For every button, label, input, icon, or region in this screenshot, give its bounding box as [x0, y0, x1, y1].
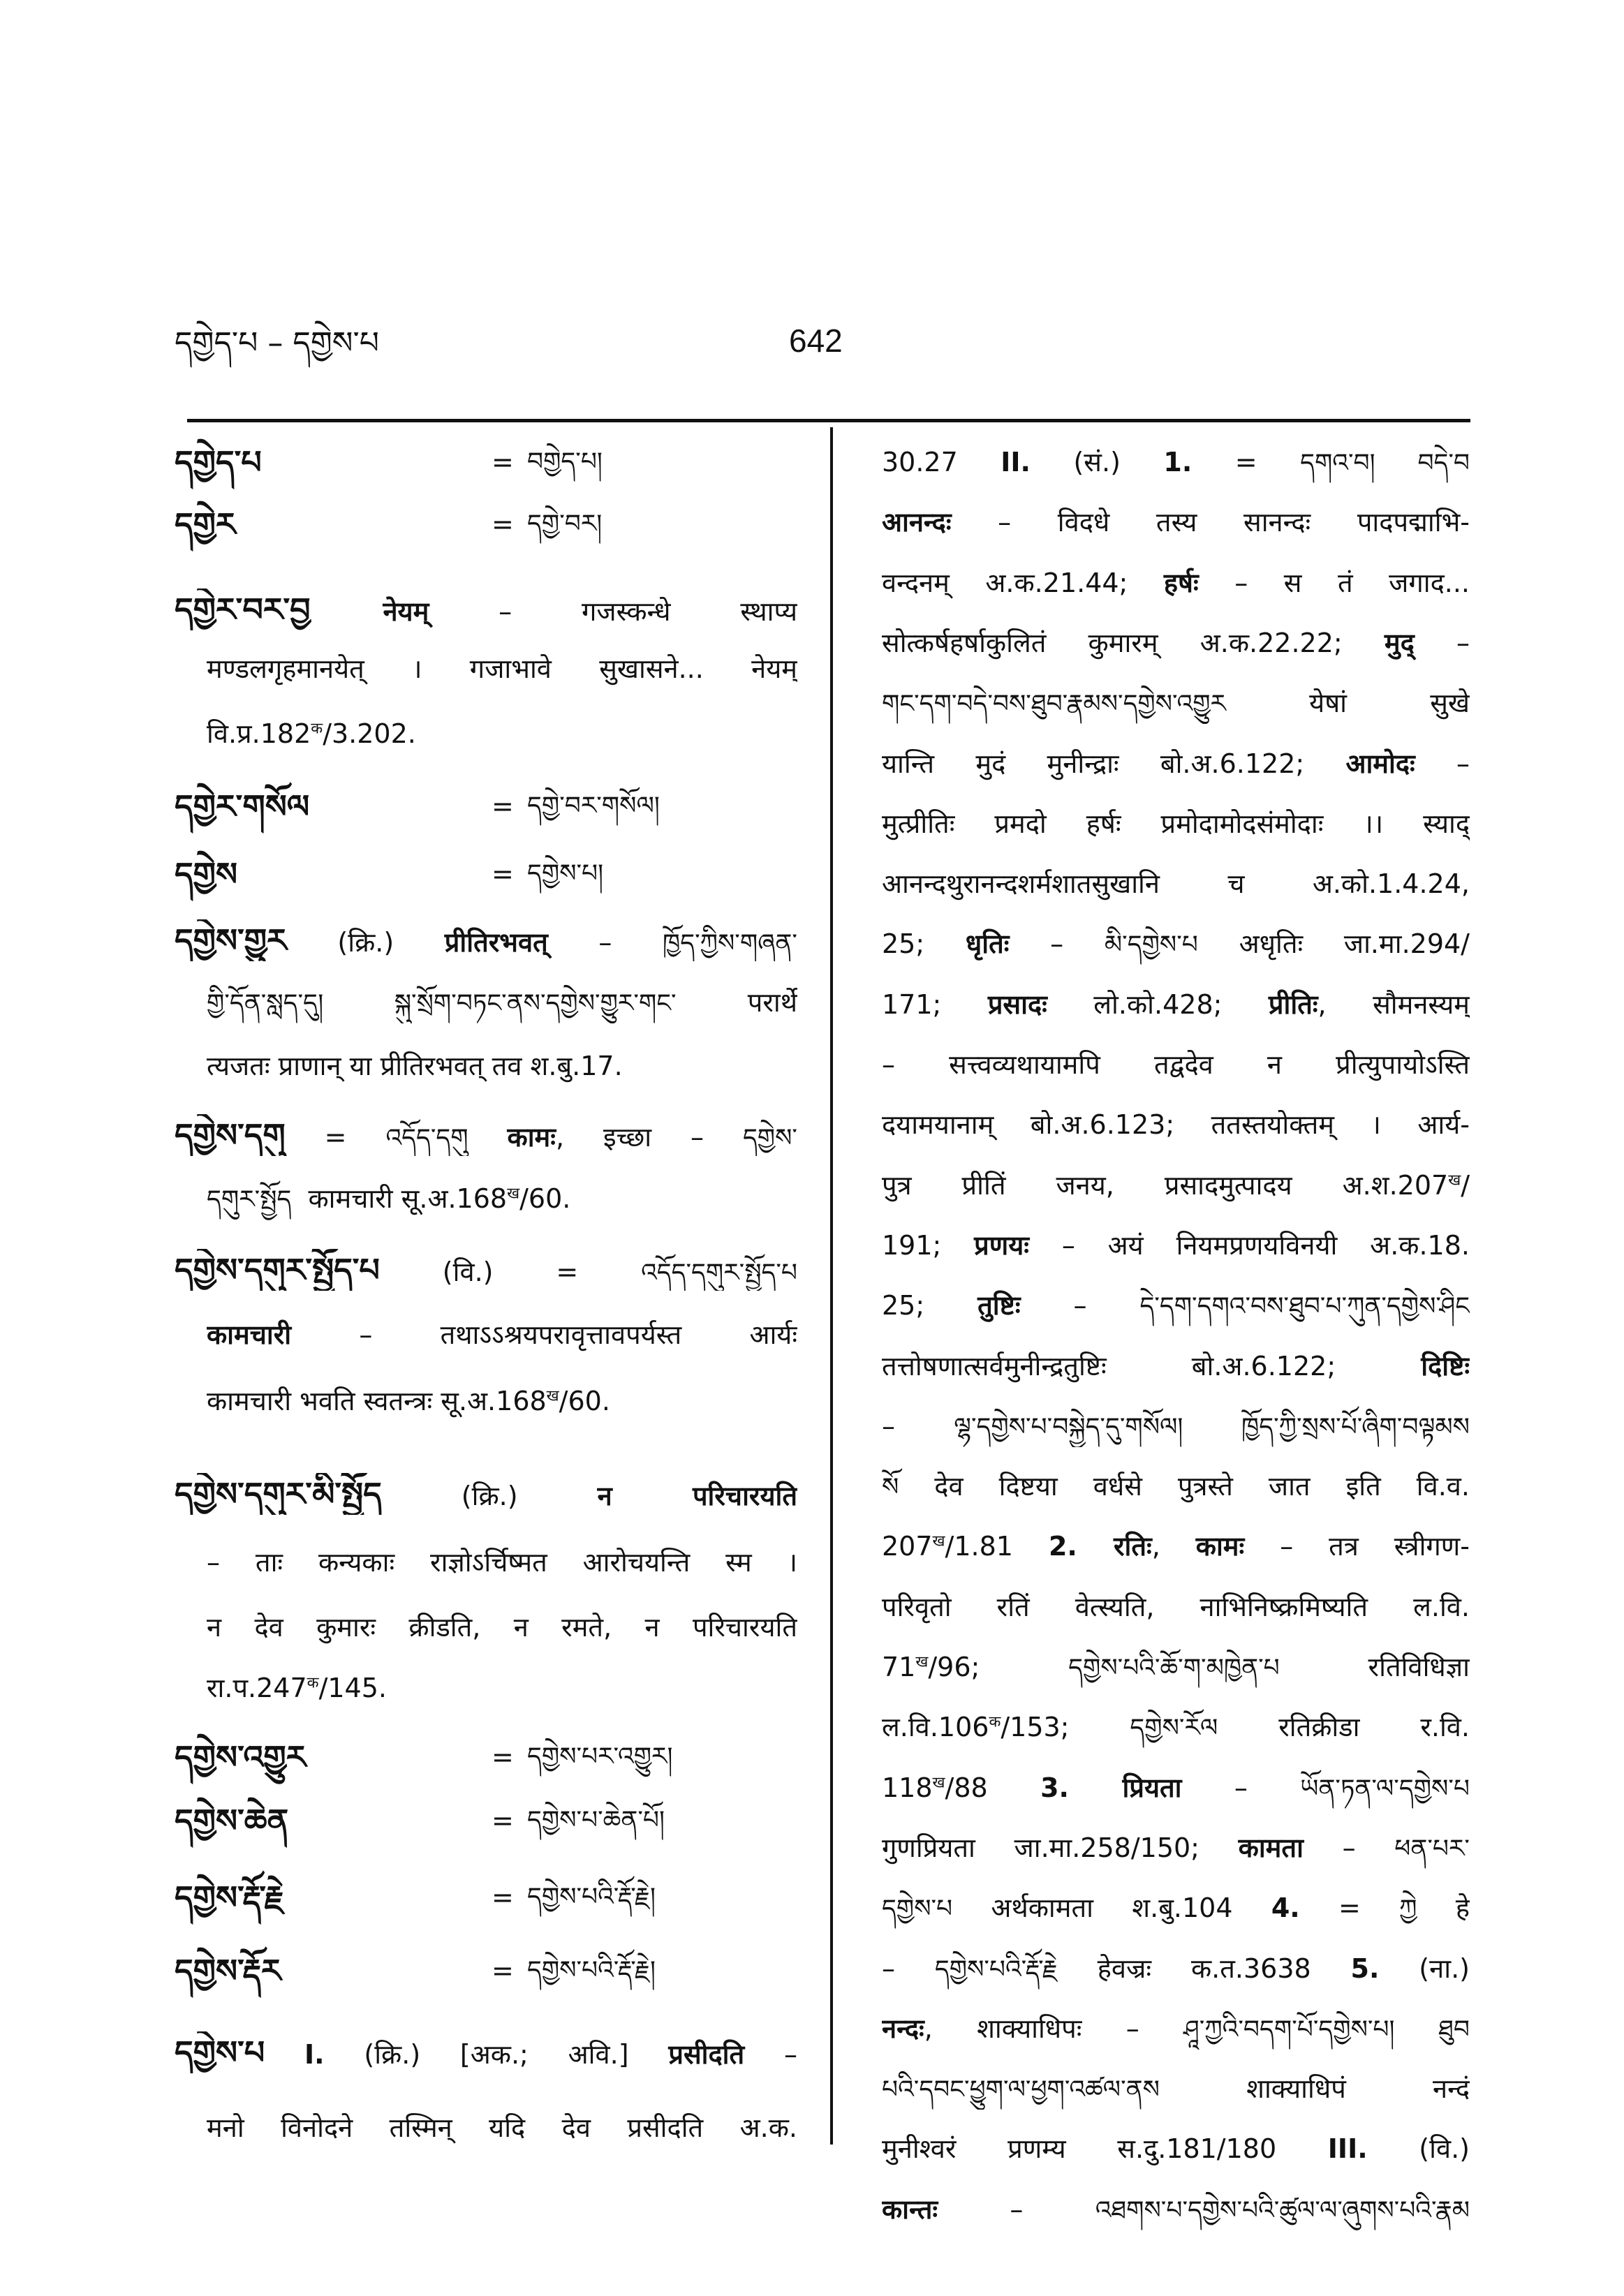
- entry-line: [207, 1314, 797, 1356]
- headword: དགྱེས་གྱུར: [175, 921, 287, 959]
- entry-text: देव दिष्टया वर्धसे पुत्रस्ते जात इति वि.व.: [899, 1471, 1470, 1502]
- entry-text: कान्तः: [882, 2193, 938, 2225]
- equivalent-term: བགྱེད་པ།: [527, 447, 603, 476]
- entry-line: [882, 1646, 1470, 1688]
- entry-text: II.: [1001, 447, 1031, 477]
- equals-sign: =: [492, 1742, 514, 1772]
- entry-text: –: [882, 1410, 954, 1442]
- entry-line: [207, 1045, 797, 1087]
- entry-text: /96;: [928, 1652, 1069, 1682]
- entry-text: हर्षः: [1163, 567, 1199, 598]
- entry-text: त्यजतः प्राणान् या प्रीतिरभवत् तव श.बु.17.: [207, 1051, 623, 1081]
- entry-text: (क्रि.) [अक.; अवि.]: [324, 2039, 669, 2070]
- headword: དགྱེར་བར་བྱ: [175, 591, 383, 628]
- equivalent-term: དགྱེས་པ་ཆེན་པོ།: [527, 1806, 665, 1835]
- headword: དགྱེས་དགུར་སྤྱོད་པ: [175, 1251, 380, 1289]
- equivalent-term: དགྱེས་པའི་རྡོ་རྗེ།: [527, 1956, 656, 1985]
- entry-line: [882, 1224, 1470, 1266]
- entry-line: [175, 919, 797, 961]
- entry-text: कामता: [1238, 1832, 1304, 1863]
- entry-text: 30.27: [882, 447, 1001, 477]
- entry-text: यान्ति मुदं मुनीन्द्राः बो.अ.6.122;: [882, 748, 1346, 779]
- entry-text: पुत्र प्रीतिं जनय, प्रसादमुत्पादय अ.श.207: [882, 1169, 1449, 1201]
- entry-line: [207, 2107, 797, 2149]
- entry-text: शाक्याधिपं नन्दं: [1159, 2073, 1470, 2105]
- entry-text: 3. प्रियता: [1040, 1772, 1182, 1803]
- entry-line: [882, 441, 1470, 483]
- running-head: དགྱེད་པ – དགྱེས་པ: [175, 325, 379, 361]
- headword: དགྱེས་ཆེན: [175, 1802, 289, 1839]
- entry-text: प्रणयः: [974, 1229, 1029, 1261]
- cross-reference-entry: [175, 1800, 797, 1842]
- folio-side-superscript: ख: [915, 1653, 929, 1671]
- entry-text: रतिविधिज्ञा: [1279, 1652, 1470, 1682]
- entry-text: प्रसादः: [987, 988, 1047, 1020]
- entry-text: मण्डलगृहमानयेत् । गजाभावे सुखासने... नेयम्: [207, 653, 797, 684]
- headword: དགྱེས་དགུར་མི་སྤྱོད: [175, 1475, 382, 1513]
- entry-text: धृतिः: [965, 928, 1010, 960]
- folio-side-superscript: क: [307, 1674, 319, 1692]
- entry-line: [882, 1827, 1470, 1869]
- equivalent-term: དགྱེ་བར།: [527, 510, 603, 538]
- entry-text: अर्थकामता श.बु.104: [952, 1893, 1271, 1924]
- tibetan-text: གྱི་དོན་སླད་དུ། སྐུ་སྲོག་བཏང་ནས་དགྱེས་གྱུར་གང་: [207, 989, 677, 1018]
- entry-line: [882, 743, 1470, 785]
- entry-text: –: [1414, 627, 1470, 658]
- equals-sign: =: [492, 509, 514, 540]
- tibetan-text: ཀྱེ: [1399, 1895, 1417, 1924]
- entry-text: [265, 2039, 304, 2070]
- entry-text: तत्तोषणात्सर्वमुनीन्द्रतुष्टिः बो.अ.6.122;: [882, 1350, 1422, 1382]
- folio-side-superscript: ख: [932, 1773, 945, 1791]
- entry-text: ल.वि.106: [882, 1712, 989, 1743]
- entry-text: –: [938, 2193, 1095, 2225]
- tibetan-text: ཡོན་ཏན་ལ་དགྱེས་པ: [1300, 1774, 1470, 1803]
- entry-text: –: [1415, 748, 1470, 779]
- entry-text: मुद्: [1384, 627, 1415, 658]
- entry-text: मुत्प्रीतिः प्रमदो हर्षः प्रमोदामोदसंमोदाः ।। स्याद्: [882, 808, 1470, 839]
- folio-side-superscript: क: [989, 1713, 1001, 1731]
- entry-line: [882, 1767, 1470, 1809]
- tibetan-text: དགུར་སྤྱོད: [207, 1185, 292, 1214]
- entry-text: कामचारी: [207, 1319, 292, 1350]
- equivalent-term: དགྱེས་པའི་རྡོ་རྗེ།: [527, 1883, 656, 1911]
- tibetan-text: ཕན་པར་: [1394, 1834, 1470, 1863]
- entry-text: आनन्दः: [882, 507, 952, 538]
- entry-line: [882, 984, 1470, 1025]
- entry-text: =: [285, 1122, 386, 1153]
- entry-text: आमोदः: [1345, 748, 1415, 779]
- entry-text: /: [1461, 1169, 1470, 1201]
- entry-text: नन्दः: [882, 2013, 924, 2044]
- equals-sign: =: [492, 1882, 514, 1913]
- tibetan-text: དགྱེས་པ: [882, 1895, 953, 1924]
- entry-text: सोत्कर्षहर्षाकुलितं कुमारम् अ.क.22.22;: [882, 627, 1385, 658]
- entry-text: –: [1181, 1772, 1301, 1803]
- entry-text: परार्थे: [676, 987, 797, 1018]
- entry-line: [207, 1606, 797, 1648]
- entry-text: – गजस्कन्धे स्थाप्य: [429, 596, 797, 627]
- entry-line: [882, 1044, 1470, 1086]
- entry-text: (ना.): [1379, 1953, 1470, 1984]
- entry-text: प्रीतिः: [1268, 988, 1318, 1020]
- headword: དགྱེས་པ: [175, 2034, 265, 2071]
- entry-text: – स तं जगाद...: [1198, 567, 1470, 598]
- entry-text: =: [1299, 1893, 1400, 1924]
- entry-text: – तत्र स्त्रीगण-: [1244, 1531, 1470, 1562]
- cross-reference-entry: [175, 441, 797, 483]
- entry-text: (वि.): [1367, 2133, 1470, 2165]
- headword: དགྱེས་རྡོ་རྗེ: [175, 1879, 284, 1916]
- entry-line: [882, 2128, 1470, 2170]
- entry-text: , सौमनस्यम्: [1317, 988, 1470, 1020]
- entry-line: [882, 863, 1470, 905]
- folio-side-superscript: क: [311, 720, 323, 738]
- entry-text: लो.को.428;: [1047, 988, 1269, 1020]
- entry-line: [207, 648, 797, 690]
- entry-text: मुनीश्वरं प्रणम्य स.दु.181/180: [882, 2133, 1328, 2165]
- cross-reference-entry: [175, 1876, 797, 1918]
- entry-line: [882, 1405, 1470, 1447]
- entry-text: /145.: [318, 1673, 387, 1703]
- tibetan-text: དགའ་བ། བདེ་བ: [1300, 449, 1470, 477]
- entry-text: 171;: [882, 988, 988, 1020]
- equals-sign: =: [492, 1805, 514, 1836]
- entry-text: रतिक्रीडा र.वि.: [1218, 1712, 1470, 1743]
- entry-text: परिवृतो रतिं वेत्स्यति, नाभिनिष्क्रमिष्यति ल.वि.: [882, 1591, 1470, 1622]
- entry-line: [882, 1284, 1470, 1326]
- headword: དགྱེས: [175, 855, 238, 893]
- folio-side-superscript: ख: [546, 1387, 559, 1405]
- entry-text: (क्रि.): [286, 927, 445, 958]
- entry-line: [175, 588, 797, 630]
- equals-sign: =: [492, 447, 514, 477]
- entry-text: मनो विनोदने तस्मिन् यदि देव प्रसीदति अ.क.: [207, 2112, 797, 2143]
- entry-line: [207, 1667, 797, 1709]
- entry-line: [175, 1249, 797, 1291]
- entry-text: –: [744, 2039, 797, 2070]
- entry-text: हेवज्रः क.त.3638: [1057, 1953, 1351, 1984]
- entry-text: /88: [945, 1772, 1041, 1803]
- header-rule: [187, 419, 1470, 422]
- entry-text: 1.: [1163, 447, 1193, 477]
- entry-text: – अयं नियमप्रणयविनयी अ.क.18.: [1028, 1229, 1470, 1261]
- entry-line: [882, 923, 1470, 965]
- equals-sign: =: [492, 1955, 514, 1986]
- entry-text: रा.प.247: [207, 1673, 307, 1703]
- entry-line: [882, 1887, 1470, 1929]
- entry-text: 118: [882, 1772, 933, 1803]
- entry-line: [175, 1473, 797, 1515]
- entry-text: /3.202.: [323, 718, 416, 749]
- equivalent-term: དགྱེ་བར་གསོལ།: [527, 792, 660, 820]
- entry-text: नेयम्: [383, 596, 429, 627]
- tibetan-text: ཤཱ་ཀྱའི་བདག་པོ་དགྱེས་པ། ཐུབ: [1183, 2015, 1470, 2044]
- entry-text: वन्दनम् अ.क.21.44;: [882, 567, 1164, 598]
- cross-reference-entry: [175, 503, 797, 545]
- equals-sign: =: [492, 859, 514, 889]
- entry-line: [882, 622, 1470, 664]
- entry-text: –: [547, 927, 663, 958]
- headword: དགྱེར་གསོལ: [175, 787, 310, 825]
- entry-text: 25;: [882, 1290, 978, 1321]
- entry-text: =: [1192, 447, 1301, 477]
- entry-text: वि.प्र.182: [207, 718, 311, 749]
- entry-line: [882, 1164, 1470, 1206]
- entry-line: [882, 1586, 1470, 1628]
- entry-line: [882, 501, 1470, 543]
- tibetan-text: པའི་དབང་ཕྱུག་ལ་ཕྱག་འཚལ་ནས: [882, 2075, 1160, 2105]
- entry-text: प्रीतिरभवत्: [444, 927, 548, 958]
- entry-text: –: [882, 1953, 935, 1984]
- entry-text: ,: [1151, 1531, 1196, 1562]
- folio-side-superscript: ख: [932, 1532, 945, 1550]
- tibetan-text: དགྱེས་: [742, 1124, 797, 1153]
- equivalent-term: དགྱེས་པར་འགྱུར།: [527, 1742, 673, 1771]
- entry-line: [882, 1706, 1470, 1748]
- entry-text: I.: [304, 2039, 325, 2070]
- column-divider: [830, 427, 833, 2145]
- headword: དགྱེད་པ: [175, 443, 262, 481]
- entry-line: [207, 713, 797, 755]
- folio-side-superscript: ख: [1448, 1171, 1461, 1189]
- entry-text: प्रसीदति: [668, 2039, 745, 2070]
- tibetan-text: འདོད་དགུར་སྤྱོད་པ: [641, 1259, 797, 1287]
- entry-line: [882, 1465, 1470, 1507]
- entry-text: 191;: [882, 1229, 975, 1261]
- entry-text: 207: [882, 1531, 933, 1562]
- tibetan-text: སོ: [882, 1473, 899, 1502]
- entry-text: (सं.): [1031, 447, 1164, 477]
- entry-line: [882, 2188, 1470, 2230]
- entry-text: आनन्दथुरानन्दशर्मशातसुखानि च अ.को.1.4.24,: [882, 868, 1470, 900]
- headword: དགྱེར: [175, 505, 236, 543]
- entry-text: 71: [882, 1652, 916, 1682]
- entry-text: दयामयानाम् बो.अ.6.123; ततस्तयोक्तम् । आर्य-: [882, 1109, 1470, 1141]
- entry-text: /153;: [1001, 1712, 1130, 1743]
- cross-reference-entry: [175, 853, 797, 895]
- tibetan-text: དགྱེས་རོལ: [1130, 1714, 1218, 1743]
- entry-text: , इच्छा –: [555, 1122, 743, 1153]
- entry-text: दिष्टिः: [1421, 1350, 1470, 1382]
- entry-text: कामचारी सू.अ.168: [291, 1183, 508, 1214]
- entry-text: III.: [1327, 2133, 1368, 2165]
- entry-text: कामचारी भवति स्वतन्त्रः सू.अ.168: [207, 1386, 547, 1416]
- entry-text: /1.81: [945, 1531, 1049, 1562]
- entry-line: [175, 2031, 797, 2073]
- headword: དགྱེས་དགུ: [175, 1116, 286, 1154]
- headword: དགྱེས་འགྱུར: [175, 1738, 307, 1776]
- tibetan-text: མི་དགྱེས་པ: [1104, 931, 1198, 960]
- entry-line: [882, 2068, 1470, 2110]
- headword: དགྱེས་རྡོར: [175, 1952, 281, 1990]
- entry-text: /60.: [559, 1386, 610, 1416]
- tibetan-text: འཐགས་པ་དགྱེས་པའི་ཚུལ་ལ་ཞུགས་པའི་རྣམ: [1095, 2195, 1470, 2225]
- entry-text: –: [1009, 928, 1105, 960]
- entry-text: गुणप्रियता जा.मा.258/150;: [882, 1832, 1239, 1863]
- entry-line: [207, 1178, 797, 1220]
- entry-line: [882, 562, 1470, 604]
- entry-text: –: [1303, 1832, 1395, 1863]
- entry-text: 2. रतिः: [1048, 1531, 1152, 1562]
- tibetan-text: འདོད་དགུ: [385, 1124, 468, 1153]
- entry-text: [468, 1122, 508, 1153]
- folio-side-superscript: ख: [507, 1185, 520, 1203]
- page-number: 642: [789, 323, 843, 359]
- entry-text: 5.: [1350, 1953, 1380, 1984]
- entry-text: –: [1020, 1290, 1140, 1321]
- entry-line: [207, 982, 797, 1023]
- tibetan-text: གང་དག་བདེ་བས་ཐུབ་རྣམས་དགྱེས་འགྱུར: [882, 690, 1226, 719]
- entry-text: – ताः कन्यकाः राज्ञोऽर्चिष्मत आरोचयन्ति स्म ।: [207, 1547, 797, 1578]
- entry-text: – तथाऽऽश्रयपरावृत्तावपर्यस्त आर्यः: [291, 1319, 797, 1350]
- entry-text: /60.: [519, 1183, 571, 1214]
- entry-line: [882, 803, 1470, 845]
- entry-line: [207, 1380, 797, 1422]
- entry-text: , शाक्याधिपः –: [924, 2013, 1184, 2044]
- entry-text: न देव कुमारः क्रीडति, न रमते, न परिचारयति: [207, 1612, 797, 1643]
- tibetan-text: དེ་དག་དགའ་བས་ཐུབ་པ་ཀུན་དགྱེས་ཤིང: [1139, 1292, 1470, 1321]
- entry-text: (वि.) =: [379, 1257, 642, 1287]
- entry-text: कामः: [507, 1122, 556, 1153]
- cross-reference-entry: [175, 1736, 797, 1778]
- entry-line: [882, 682, 1470, 724]
- entry-text: – विदधे तस्य सानन्दः पादपद्माभि-: [951, 507, 1470, 538]
- entry-line: [882, 1525, 1470, 1567]
- cross-reference-entry: [175, 1950, 797, 1992]
- entry-text: येषां सुखे: [1225, 688, 1470, 719]
- entry-text: अधृतिः जा.मा.294/: [1197, 928, 1470, 960]
- entry-text: तुष्टिः: [977, 1290, 1021, 1321]
- tibetan-text: དགྱེས་པའི་རྡོ་རྗེ: [934, 1955, 1058, 1984]
- entry-text: कामः: [1195, 1531, 1245, 1562]
- tibetan-text: ཁྱོད་ཀྱིས་གཞན་: [663, 929, 797, 958]
- entry-line: [175, 1114, 797, 1156]
- entry-line: [882, 2008, 1470, 2050]
- entry-text: न परिचारयति: [597, 1481, 797, 1511]
- tibetan-text: ལྷ་དགྱེས་པ་བསྐྱེད་དུ་གསོལ། ཁྱོད་ཀྱི་སྲས་པོ་ཞིག་བལྟམས: [954, 1412, 1470, 1442]
- entry-line: [207, 1541, 797, 1583]
- entry-line: [882, 1345, 1470, 1387]
- cross-reference-entry: [175, 785, 797, 827]
- entry-line: [882, 1104, 1470, 1146]
- entry-text: हे: [1417, 1893, 1470, 1924]
- entry-text: – सत्त्वव्यथायामपि तद्वदेव न प्रीत्युपायोऽस्ति: [882, 1049, 1470, 1080]
- equivalent-term: དགྱེས་པ།: [527, 859, 604, 888]
- entry-text: 25;: [882, 928, 966, 960]
- entry-text: 4.: [1271, 1893, 1300, 1924]
- equals-sign: =: [492, 791, 514, 822]
- tibetan-text: དགྱེས་པའི་ཆོ་ག་མཁྱེན་པ: [1068, 1654, 1280, 1682]
- entry-line: [882, 1948, 1470, 1990]
- entry-text: (क्रि.): [381, 1481, 598, 1511]
